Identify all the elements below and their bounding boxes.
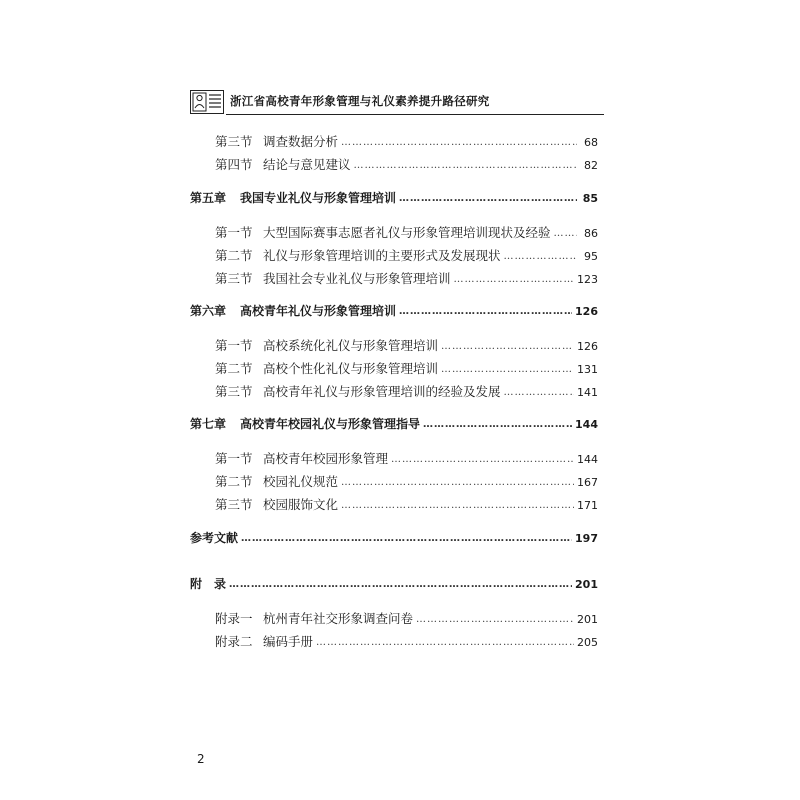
toc-entry-number: 第三节 <box>215 384 253 398</box>
toc-entry-title: 高校系统化礼仪与形象管理培训 <box>263 338 439 352</box>
toc-entry-page: 95 <box>584 250 598 262</box>
toc-entry-page: 82 <box>584 159 598 171</box>
header-title: 浙江省高校青年形象管理与礼仪素养提升路径研究 <box>230 94 490 108</box>
toc-entry[interactable] <box>215 155 598 171</box>
toc-entry[interactable] <box>215 632 598 648</box>
toc-entry[interactable] <box>215 269 598 285</box>
leader-dots <box>399 306 572 317</box>
toc-appendix[interactable] <box>190 575 598 591</box>
toc-entry-number: 第四节 <box>215 157 253 171</box>
leader-dots <box>416 614 574 625</box>
leader-dots <box>454 274 574 285</box>
toc-references[interactable] <box>190 529 598 545</box>
toc-entry-title: 编码手册 <box>263 634 314 648</box>
toc-entry-title: 结论与意见建议 <box>263 157 351 171</box>
leader-dots <box>341 500 574 511</box>
toc-entry[interactable] <box>215 246 598 262</box>
toc-chapter[interactable] <box>190 189 598 205</box>
toc-entry-page: 68 <box>584 136 598 148</box>
toc-references-page: 197 <box>575 532 598 545</box>
toc-entry-number: 附录二 <box>215 634 253 648</box>
toc-entry-title: 校园礼仪规范 <box>263 474 339 488</box>
leader-dots <box>441 341 574 352</box>
toc-entry[interactable] <box>215 132 598 148</box>
toc-entry[interactable] <box>215 609 598 625</box>
toc-references-title: 参考文献 <box>190 531 239 545</box>
toc-entry[interactable] <box>215 336 598 352</box>
toc-entry-page: 141 <box>577 386 598 398</box>
toc-entry-page: 205 <box>577 636 598 648</box>
toc-appendix-page: 201 <box>575 578 598 591</box>
leader-dots <box>341 477 574 488</box>
toc-chapter-page: 126 <box>575 305 598 318</box>
toc-entry-number: 第三节 <box>215 271 253 285</box>
toc-entry-page: 123 <box>577 273 598 285</box>
leader-dots <box>354 160 577 171</box>
toc-entry-page: 201 <box>577 613 598 625</box>
toc-entry-title: 礼仪与形象管理培训的主要形式及发展现状 <box>263 248 501 262</box>
leader-dots <box>229 579 572 590</box>
toc-chapter-title: 我国专业礼仪与形象管理培训 <box>240 191 397 205</box>
toc-entry-number: 第三节 <box>215 497 253 511</box>
leader-dots <box>554 228 577 239</box>
toc-entry-page: 167 <box>577 476 598 488</box>
toc-entry-title: 杭州青年社交形象调查问卷 <box>263 611 414 625</box>
toc-entry-number: 第一节 <box>215 338 253 352</box>
leader-dots <box>341 137 577 148</box>
toc-entry-page: 131 <box>577 363 598 375</box>
toc-entry-number: 第三节 <box>215 134 253 148</box>
leader-dots <box>441 364 574 375</box>
toc-chapter-page: 144 <box>575 418 598 431</box>
toc-entry[interactable] <box>215 223 598 239</box>
leader-dots <box>399 193 577 204</box>
toc-entry-title: 高校青年校园形象管理 <box>263 451 389 465</box>
toc-chapter-title: 高校青年礼仪与形象管理培训 <box>240 304 397 318</box>
toc-entry-title: 大型国际赛事志愿者礼仪与形象管理培训现状及经验 <box>263 225 551 239</box>
toc-entry-page: 86 <box>584 227 598 239</box>
toc-chapter[interactable] <box>190 415 598 431</box>
toc-chapter-number: 第六章 <box>190 304 227 318</box>
leader-dots <box>241 533 572 544</box>
toc-entry[interactable] <box>215 382 598 398</box>
toc-entry-number: 附录一 <box>215 611 253 625</box>
toc-chapter-title: 高校青年校园礼仪与形象管理指导 <box>240 417 421 431</box>
toc-entry-page: 144 <box>577 453 598 465</box>
toc-entry-number: 第二节 <box>215 248 253 262</box>
toc-chapter-page: 85 <box>582 192 598 205</box>
toc-chapter[interactable] <box>190 302 598 318</box>
toc-entry[interactable] <box>215 449 598 465</box>
toc-entry[interactable] <box>215 495 598 511</box>
page-number: 2 <box>197 752 205 766</box>
toc-entry-number: 第一节 <box>215 451 253 465</box>
toc-entry[interactable] <box>215 359 598 375</box>
toc-entry-number: 第一节 <box>215 225 253 239</box>
toc-entry-page: 171 <box>577 499 598 511</box>
toc-entry-title: 高校个性化礼仪与形象管理培训 <box>263 361 439 375</box>
toc-entry-number: 第二节 <box>215 361 253 375</box>
toc-appendix-title: 附 录 <box>190 577 227 591</box>
toc-entry-title: 我国社会专业礼仪与形象管理培训 <box>263 271 451 285</box>
leader-dots <box>316 637 574 648</box>
leader-dots <box>504 387 574 398</box>
toc-chapter-number: 第五章 <box>190 191 227 205</box>
toc-entry-number: 第二节 <box>215 474 253 488</box>
leader-dots <box>423 419 572 430</box>
toc-chapter-number: 第七章 <box>190 417 227 431</box>
leader-dots <box>504 251 577 262</box>
toc-entry-title: 校园服饰文化 <box>263 497 339 511</box>
toc-entry-title: 调查数据分析 <box>263 134 339 148</box>
toc-entry-title: 高校青年礼仪与形象管理培训的经验及发展 <box>263 384 501 398</box>
toc-entry[interactable] <box>215 472 598 488</box>
toc-entry-page: 126 <box>577 340 598 352</box>
leader-dots <box>391 454 574 465</box>
